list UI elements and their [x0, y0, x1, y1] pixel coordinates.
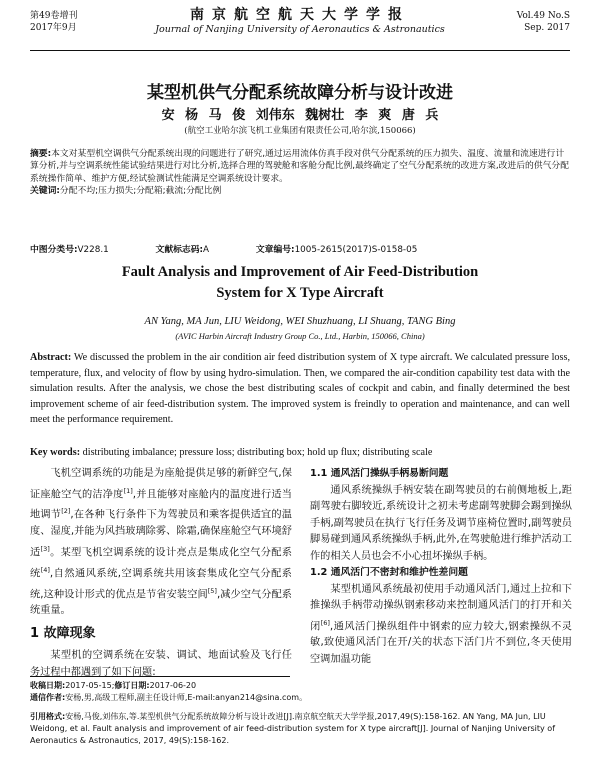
affiliation-cn: (航空工业哈尔滨飞机工业集团有限责任公司,哈尔滨,150066) — [184, 126, 416, 136]
revised-date: 2017-06-20 — [149, 681, 197, 690]
clc-value: V228.1 — [77, 245, 109, 255]
footnote-dates: 收稿日期:2017-05-15;修订日期:2017-06-20 — [30, 681, 197, 690]
body-right-column — [310, 466, 572, 668]
keywords-cn-text: 分配不均;压力损失;分配箱;截流;分配比例 — [59, 186, 222, 197]
section-1-heading: 1 故障现象 — [30, 625, 96, 641]
keywords-en — [30, 446, 570, 460]
intro-text-c: ,在各种飞行条件下为驾驶员和乘客提供适宜的温度、湿度,并能为风挡玻璃除雾、除霜,确保座舱空气环境舒适 — [30, 509, 292, 559]
affiliation-en: (AVIC Harbin Aircraft Industry Group Co., Ltd., Harbin, 150066, China) — [175, 331, 425, 341]
keywords-cn-label: 关键词: — [30, 186, 60, 197]
footnote — [30, 680, 570, 704]
ref-4: [4] — [40, 565, 50, 574]
journal-title-cn: 南京航空航天大学学报 — [190, 7, 410, 23]
abstract-en-text: We discussed the problem in the air condition air feed distribution system of X type aircraft. We calculated pressure loss, temperature, flux, and velocity of flow by using hydro-simulation. Then, we compared the air-condition capability test data with the simulation results. After the analysis, we chose the best distributing scales of cockpit and cabin, and finally determined the best improvement scheme of air feed-distribution system. The improved system is freindly to operation and maintenance, and can well meet the performance requirement. — [30, 352, 570, 426]
header-center — [30, 6, 570, 36]
section-1-text: 某型机的空调系统在安装、调试、地面试验及飞行任务过程中都遇到了如下问题: — [30, 650, 292, 678]
received-label: 收稿日期: — [30, 681, 66, 690]
abstract-cn-label: 摘要: — [30, 149, 52, 159]
abstract-en — [30, 350, 570, 428]
paper-title-en — [0, 262, 600, 304]
keywords-en-text: distributing imbalance; pressure loss; distributing box; hold up flux; distributing scale — [82, 447, 433, 458]
article-no-label: 文章编号: — [255, 245, 295, 255]
ref-3: [3] — [40, 544, 50, 553]
classification-line — [30, 244, 570, 256]
ref-1: [1] — [123, 486, 133, 495]
section-1-2-text-b: ,通风活门操纵组件中钢索的应力较大,钢索操纵不灵敏,致使通风活门在开/关的状态下活门片不到位,冬天使用空调加温功能 — [310, 620, 572, 665]
issue-cn: 第49卷增刊 — [30, 11, 78, 21]
date-cn: 2017年9月 — [30, 23, 77, 33]
clc-label: 中图分类号: — [30, 245, 78, 255]
doc-code-label: 文献标志码: — [155, 245, 204, 255]
citation-label: 引用格式: — [30, 712, 66, 721]
intro-paragraph — [30, 466, 292, 620]
article-no-value: 1005-2615(2017)S-0158-05 — [294, 245, 418, 255]
authors-en: AN Yang, MA Jun, LIU Weidong, WEI Shuzhuang, LI Shuang, TANG Bing — [144, 316, 456, 327]
intro-text-e: ,自然通风系统,空调系统共用该套集成化空气分配系统,这种设计形式的优点是节省安装空间 — [30, 568, 292, 600]
intro-text-d: 。某型飞机空调系统的设计亮点是集成化空气分配系统 — [30, 547, 293, 580]
received-date: 2017-05-15 — [65, 681, 112, 690]
header-right — [517, 10, 570, 34]
revised-label: 修订日期: — [114, 681, 150, 690]
ref-2: [2] — [61, 507, 71, 516]
volume-en: Vol.49 No.S — [516, 11, 570, 21]
paper-title-en-line1: Fault Analysis and Improvement of Air Feed-Distribution — [121, 264, 479, 280]
header-rule — [30, 50, 570, 51]
section-1-2-heading: 1.2 通风活门不密封和维护性差问题 — [310, 567, 468, 578]
intro-text-f: ,减少空气分配系统重量。 — [30, 588, 292, 617]
corresponding-author: 安杨,男,高级工程师,副主任设计师,E-mail:anyan214@sina.com。 — [65, 693, 308, 703]
ref-5: [5] — [207, 586, 217, 595]
journal-title-en: Journal of Nanjing University of Aeronautics & Astronautics — [155, 24, 445, 35]
authors-cn: 安 杨 马 俊 刘伟东 魏树壮 李 爽 唐 兵 — [161, 108, 439, 123]
section-1-2-text — [310, 582, 572, 669]
body-left-column — [30, 466, 292, 681]
abstract-cn-text: 本文对某型机空调供气分配系统出现的问题进行了研究,通过运用流体仿真手段对供气分配系统的压力损失、温度、流量和流速进行计算分析,并与空调系统性能试验结果进行对比分析,选择合理的驾驶舱和客舱分配比例,最终确定了空气分配系统的改进方案,改进后的供气分配系统操作简单、维护方便,经试验测试性能满足空调系统设计要求。 — [30, 149, 570, 184]
ref-6: [6] — [320, 618, 330, 627]
abstract-cn — [30, 148, 570, 198]
corresponding-author-label: 通信作者: — [30, 693, 66, 703]
paper-title-en-line2: System for X Type Aircraft — [216, 285, 384, 301]
section-1-1-heading: 1.1 通风活门操纵手柄易断问题 — [310, 468, 449, 479]
citation-text: 安杨,马俊,刘伟东,等.某型机供气分配系统故障分析与设计改进[J].南京航空航天大学学报,2017,49(S):158-162. AN Yang, MA Jun, LIU Weidong, et al. Fault analysis and improvement of air feed-distribution system for X type aircraft[J]. Journal of Nanjing University of Aeronautics & Astronautics, 2017, 49(S):158-162. — [30, 712, 556, 746]
intro-text-a: 飞机空调系统的功能是为座舱提供足够的新鲜空气,保证座舱空气的洁净度 — [30, 468, 292, 500]
doc-code-value: A — [203, 245, 210, 255]
footnote-author — [30, 692, 570, 704]
abstract-en-label: Abstract: — [30, 352, 72, 363]
intro-text-b: ,并且能够对座舱内的温度进行适当地调节 — [30, 488, 292, 521]
footnote-rule — [30, 676, 290, 677]
date-en: Sep. 2017 — [524, 23, 570, 33]
running-header — [30, 6, 570, 44]
section-1-1-text: 通风系统操纵手柄安装在副驾驶员的右前侧地板上,距副驾驶右脚较近,系统设计之初未考虑副驾驶脚会踢到操纵手柄,副驾驶员在执行飞行任务及调节座椅位置时,副驾驶员脚易碰到通风系统操纵手柄,此外,在驾驶舱进行维护活动工作的相关人员也会不小心扭坏操纵手柄。 — [310, 484, 572, 562]
keywords-en-label: Key words: — [30, 447, 81, 458]
citation-format — [30, 711, 570, 748]
section-1-2-text-a: 某型机通风系统最初使用手动通风活门,通过上拉和下推操纵手柄带动操纵钢索移动来控制通风活门的打开和关闭 — [310, 583, 572, 632]
paper-title-cn: 某型机供气分配系统故障分析与设计改进 — [147, 83, 453, 103]
